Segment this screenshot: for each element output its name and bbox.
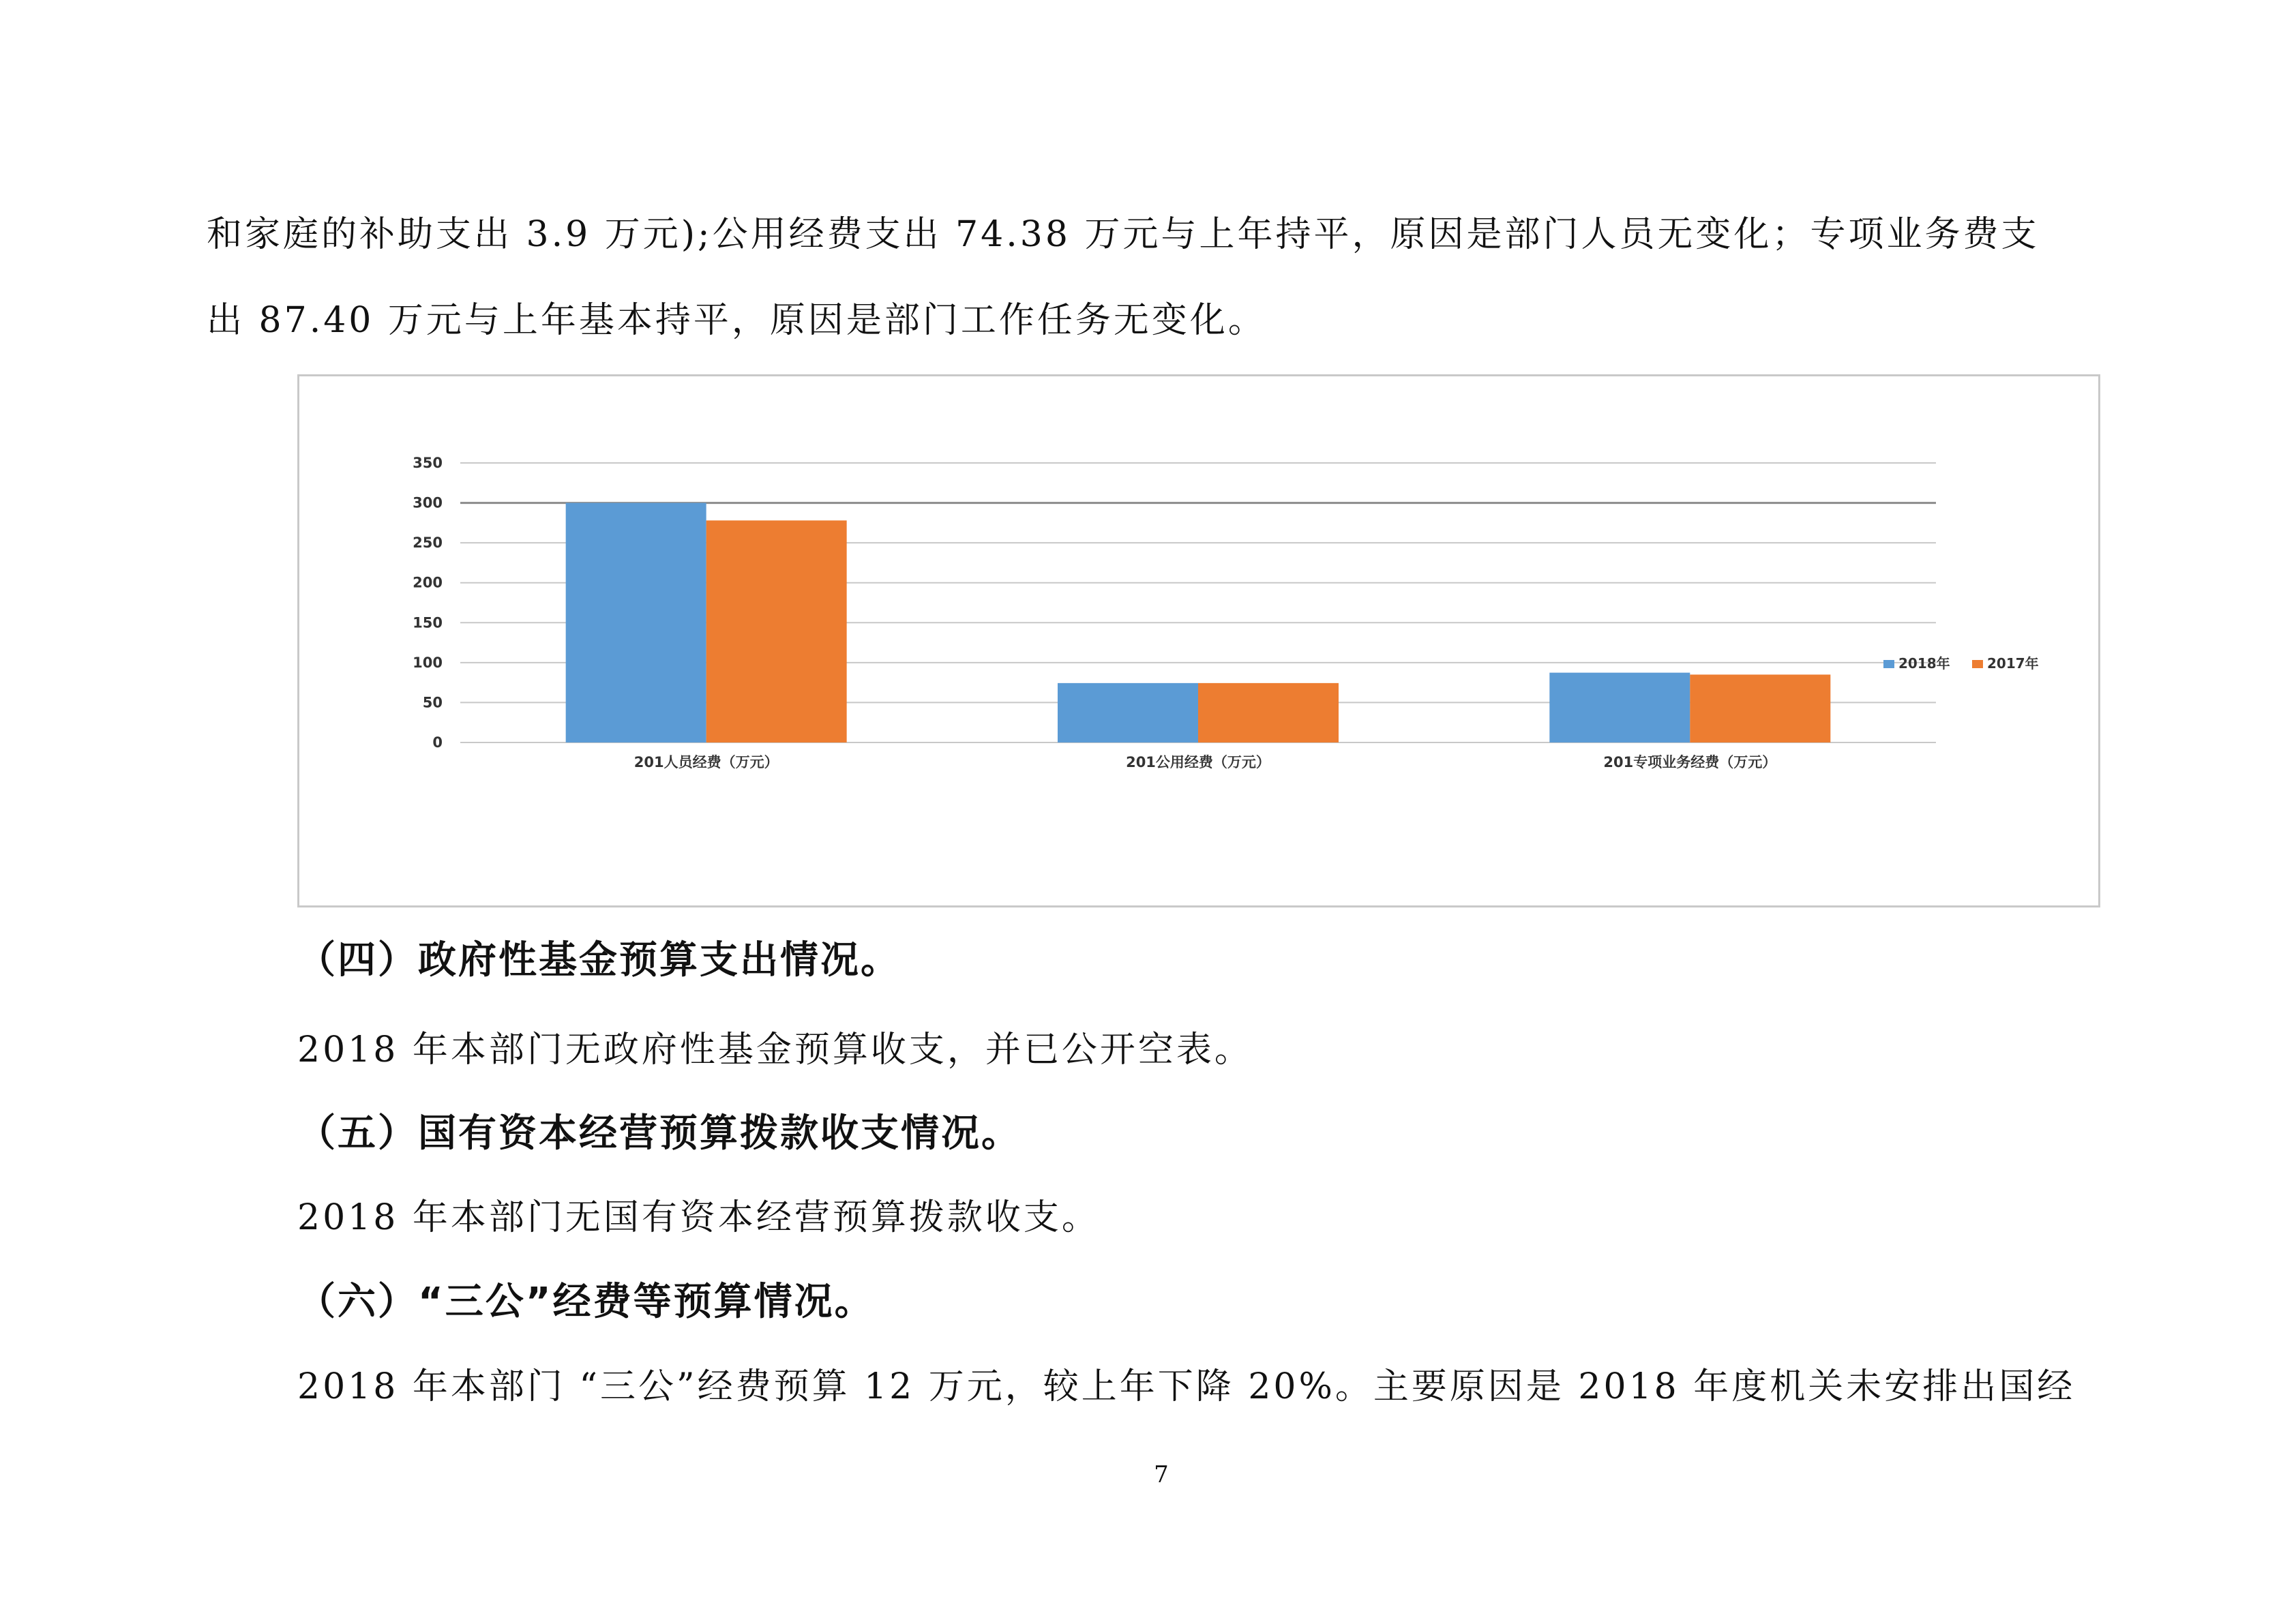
paragraph-line-2: 出 87.40 万元与上年基本持平，原因是部门工作任务无变化。	[207, 300, 1266, 341]
section-heading-4: （四）政府性基金预算支出情况。	[297, 938, 901, 982]
bar	[1198, 683, 1339, 742]
section-body-4: 2018 年本部门无政府性基金预算收支，并已公开空表。	[297, 1030, 1253, 1070]
section-body-6: 2018 年本部门 “三公”经费预算 12 万元，较上年下降 20%。主要原因是 2018 年度机关未安排出国经	[297, 1366, 2076, 1407]
x-tick-label: 201人员经费（万元）	[633, 754, 779, 770]
bar	[706, 520, 847, 742]
y-tick-label: 200	[413, 574, 443, 591]
bar	[1690, 674, 1830, 742]
bar-chart-frame	[297, 374, 2100, 907]
section-heading-6: （六）“三公”经费等预算情况。	[297, 1280, 875, 1324]
legend-label: 2018年	[1898, 655, 1950, 672]
y-tick-label: 300	[413, 494, 443, 511]
bar-chart	[299, 376, 2098, 905]
y-tick-label: 100	[413, 654, 443, 671]
x-tick-label: 201专项业务经费（万元）	[1603, 754, 1777, 770]
y-tick-label: 150	[413, 614, 443, 631]
y-tick-label: 250	[413, 535, 443, 552]
legend-swatch	[1972, 660, 1983, 668]
bar	[566, 503, 706, 742]
paragraph-line-1: 和家庭的补助支出 3.9 万元);公用经费支出 74.38 万元与上年持平，原因是部门人员无变化；专项业务费支	[207, 214, 2040, 255]
x-tick-label: 201公用经费（万元）	[1126, 754, 1270, 770]
y-tick-label: 0	[432, 734, 443, 751]
y-tick-label: 350	[413, 455, 443, 471]
section-heading-5: （五）国有资本经营预算拨款收支情况。	[297, 1111, 1022, 1156]
bar	[1058, 683, 1198, 742]
legend-label: 2017年	[1987, 655, 2039, 672]
section-body-5: 2018 年本部门无国有资本经营预算拨款收支。	[297, 1197, 1100, 1238]
bar	[1549, 673, 1690, 742]
y-tick-label: 50	[422, 694, 443, 711]
legend-swatch	[1883, 660, 1894, 668]
page-number: 7	[1154, 1461, 1169, 1488]
